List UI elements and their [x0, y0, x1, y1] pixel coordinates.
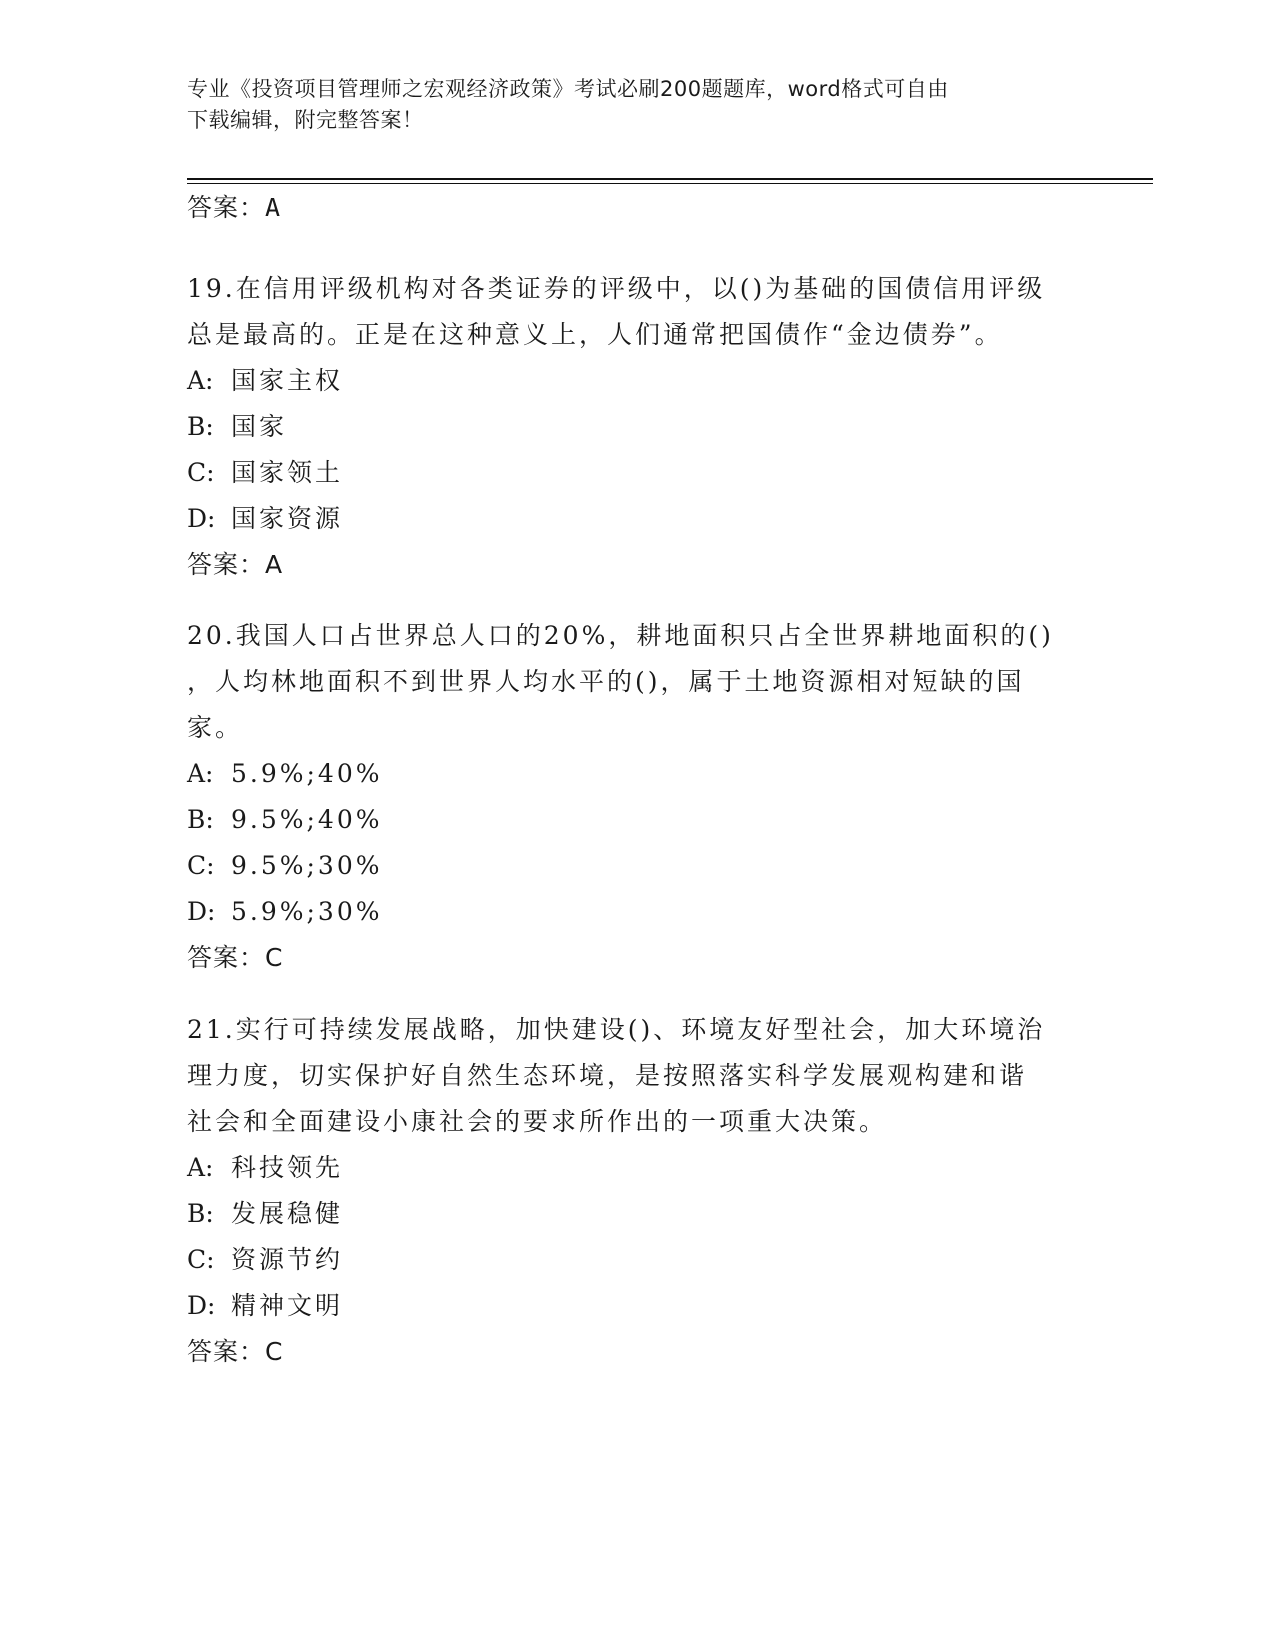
option-d: D: 5.9%;30%: [187, 897, 383, 926]
answer-value: C: [265, 1337, 284, 1366]
answer-label: 答案：: [187, 943, 266, 972]
question-19: [187, 266, 1077, 588]
answer-value: C: [265, 943, 284, 972]
option-c: C: 9.5%;30%: [187, 851, 383, 880]
stem-line: 理力度，切实保护好自然生态环境，是按照落实科学发展观构建和谐: [187, 1061, 1028, 1090]
header-rule-thick: [187, 178, 1153, 180]
answer-label: 答案：: [187, 1337, 266, 1366]
question-stem: [187, 266, 1077, 358]
option-a: A: 5.9%;40%: [187, 759, 383, 788]
option-b: B: 9.5%;40%: [187, 805, 383, 834]
question-stem: [187, 1007, 1077, 1145]
option-a: A: 科技领先: [187, 1153, 344, 1182]
stem-line: 家。: [187, 713, 244, 742]
question-answer: [187, 542, 1077, 588]
answer-label: 答案：: [187, 193, 266, 222]
question-stem: [187, 613, 1077, 751]
stem-line: 社会和全面建设小康社会的要求所作出的一项重大决策。: [187, 1107, 888, 1136]
header-line-2: 下载编辑，附完整答案！: [187, 108, 424, 132]
stem-line: 20.我国人口占世界总人口的20%，耕地面积只占全世界耕地面积的(): [187, 621, 1054, 650]
option-d: D: 国家资源: [187, 504, 344, 533]
answer-value: A: [265, 550, 284, 579]
header-line-1: 专业《投资项目管理师之宏观经济政策》考试必刷200题题库，word格式可自由: [187, 77, 949, 101]
question-21: [187, 1007, 1077, 1375]
question-20: [187, 613, 1077, 981]
answer-label: 答案：: [187, 550, 266, 579]
stem-line: 21.实行可持续发展战略，加快建设()、环境友好型社会，加大环境治: [187, 1015, 1046, 1044]
option-d: D: 精神文明: [187, 1291, 344, 1320]
question-answer: [187, 935, 1077, 981]
header-rule-thin: [187, 183, 1153, 184]
question-answer: [187, 1329, 1077, 1375]
stem-line: 19.在信用评级机构对各类证券的评级中，以()为基础的国债信用评级: [187, 274, 1046, 303]
answer-value: A: [265, 193, 282, 222]
option-b: B: 发展稳健: [187, 1199, 344, 1228]
stem-line: 总是最高的。正是在这种意义上，人们通常把国债作“金边债券”。: [187, 320, 1003, 349]
option-a: A: 国家主权: [187, 366, 344, 395]
option-c: C: 资源节约: [187, 1245, 344, 1274]
option-c: C: 国家领土: [187, 458, 344, 487]
document-header: [187, 74, 1067, 136]
previous-answer: [187, 193, 281, 223]
option-b: B: 国家: [187, 412, 288, 441]
stem-line: ，人均林地面积不到世界人均水平的()，属于土地资源相对短缺的国: [187, 667, 1025, 696]
